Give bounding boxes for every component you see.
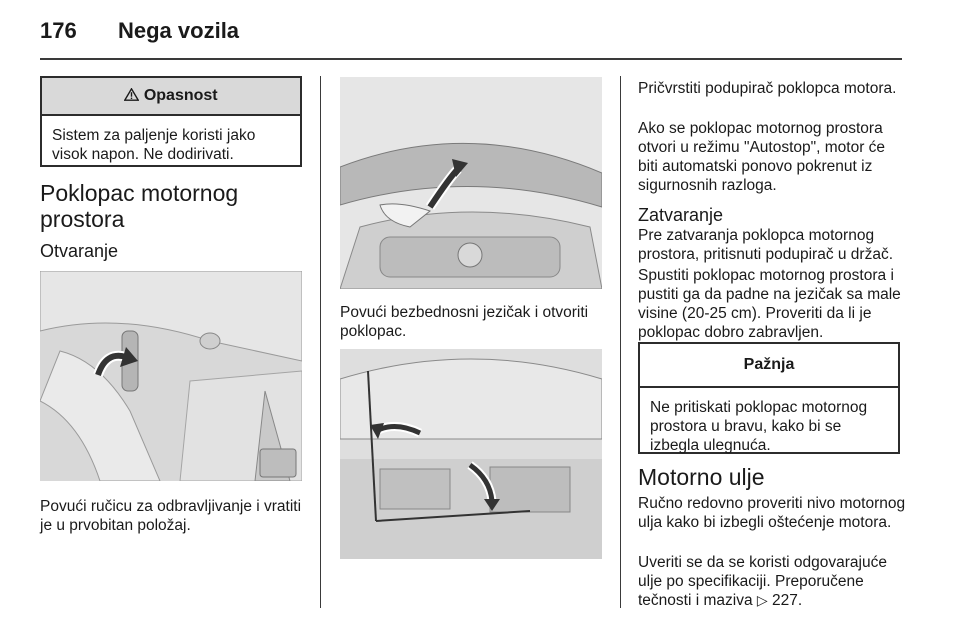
page-title: Nega vozila — [118, 18, 240, 43]
para-close-1: Pre zatvaranja poklopca motornog prostora, pritisnuti podupirač u držač. — [638, 227, 894, 263]
notice-title: Pažnja — [640, 344, 898, 388]
notice-text: Ne pritiskati poklopac motornog prostora u bravu, kako bi se izbegla ulegnuća. — [650, 399, 868, 454]
caption-release-lever: Povući ručicu za odbravljivanje i vratiti je u prvobitan položaj. — [40, 498, 302, 534]
warning-text: Sistem za paljenje koristi jako visok napon. Ne dodirivati. — [52, 127, 256, 163]
oil-heading: Motorno ulje — [638, 464, 765, 490]
section-heading: Poklopac motornog prostora — [40, 180, 239, 232]
figure-hood-catch — [340, 77, 602, 289]
para-fasten-prop: Pričvrstiti podupirač poklopca motora. — [638, 80, 897, 97]
warning-title: Opasnost — [143, 87, 218, 104]
warning-triangle-icon — [124, 87, 143, 104]
header-rule — [40, 58, 902, 60]
para-close-2: Spustiti poklopac motornog prostora i pustiti ga da padne na jezičak sa male visine (20-25 cm). Proveriti da li je poklopac dobro zabravljen. — [638, 267, 901, 341]
page-reference-arrow-icon: ▷ — [756, 593, 768, 609]
oil-para-2-text: Uveriti se da se koristi odgovarajuće ulje po specifikaciji. Preporučene tečnosti i maziva — [638, 554, 887, 609]
warning-box — [40, 76, 302, 167]
oil-para-1: Ručno redovno proveriti nivo motornog ulja kako bi izbegli oštećenje motora. — [638, 495, 906, 531]
oil-page-reference[interactable]: 227. — [771, 592, 803, 609]
subheading-opening: Otvaranje — [40, 241, 119, 261]
figure-release-lever — [40, 271, 302, 481]
column-divider-1 — [320, 76, 321, 608]
oil-para-2 — [638, 553, 906, 611]
figure-hood-prop — [340, 349, 602, 559]
warning-box-header — [42, 78, 300, 116]
column-divider-2 — [620, 76, 621, 608]
page-number: 176 — [40, 18, 77, 43]
notice-box — [638, 342, 900, 454]
subheading-closing: Zatvaranje — [638, 205, 724, 225]
caption-hood-catch: Povući bezbednosni jezičak i otvoriti poklopac. — [340, 304, 589, 340]
para-autostop: Ako se poklopac motornog prostora otvori u režimu "Autostop", motor će biti automatski ponovo pokrenut iz sigurnosnih razloga. — [638, 120, 886, 194]
